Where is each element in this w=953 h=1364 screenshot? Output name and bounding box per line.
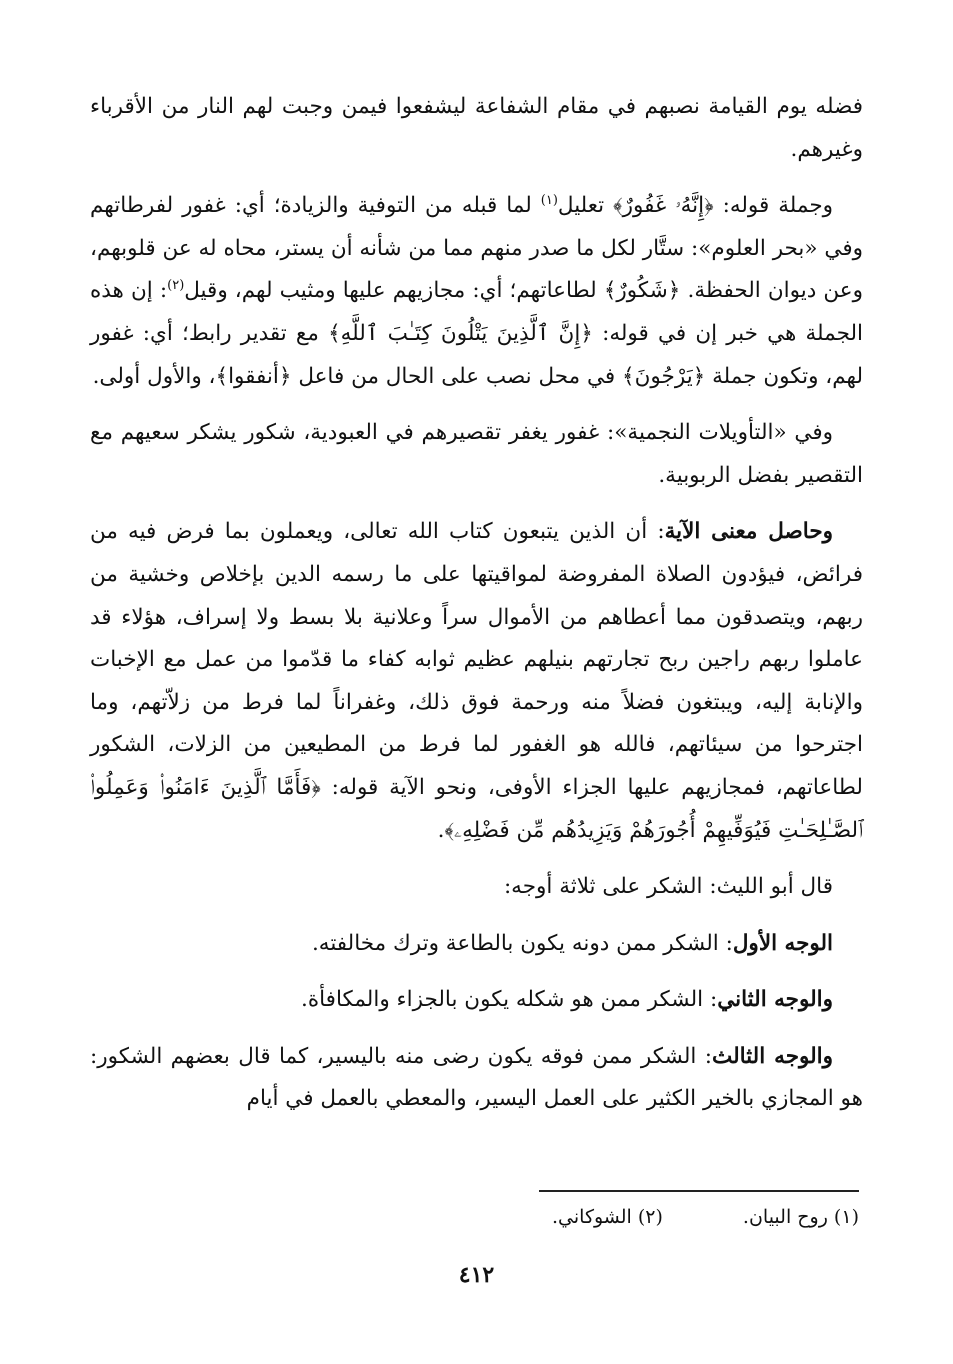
- footnote-divider: [539, 1190, 859, 1192]
- quran-quote: ﴿شَكُورٌ﴾: [603, 278, 681, 304]
- paragraph-text: ، والأول أولى.: [92, 363, 216, 389]
- paragraph-second-aspect: [90, 979, 863, 1022]
- footnote-marker: (١): [540, 193, 558, 209]
- page-number: ٤١٢: [458, 1262, 495, 1288]
- footnote-marker: (٢): [167, 278, 185, 294]
- footnotes: [552, 1206, 859, 1228]
- section-heading: الوجه الأول: [732, 930, 833, 956]
- paragraph-text: لما قبله من التوفية والزيادة؛ أي: غفور لفرطاتهم وفي «بحر العلوم»: ستَّار لكل ما صدر منهم مما من شأنه أن يستر، محاه له عن قلوبهم، وعن ديوان الحفظة.: [90, 193, 864, 304]
- paragraph-text: : الشكر ممن فوقه يكون رضى منه باليسير، كما قال بعضهم الشكور: هو المجازي بالخير الكثير على العمل اليسير، والمعطي بالعمل في أيام: [90, 1043, 863, 1112]
- paragraph-abu-layth: [90, 866, 863, 909]
- paragraph-text: : أن الذين يتبعون كتاب الله تعالى، ويعملون بما فرض فيه من فرائض، فيؤدون الصلاة المفروضة لمواقيتها على ما رسمه الدين بإخلاص وخشية من ربهم، ويتصدقون مما أعطاهم من الأموال سراً وعلانية بلا بسط ولا إسراف، هؤلاء قد عاملوا ربهم راجين ربح تجارتهم بنيلهم عظيم ثوابه كفاء ما قدّموا من عمل مع الإخبات والإنابة إليه، ويبتغون فضلاً منه ورحمة فوق ذلك، وغفراناً لما فرط من زلاّتهم، وما اجترحوا من سيئاتهم، فالله هو الغفور لما فرط من المطيعين من الزلات، الشكور لطاعاتهم، فمجازيهم عليها الجزاء الأوفى، ونحو الآية قوله:: [90, 519, 863, 800]
- section-heading: والوجه الثالث: [711, 1043, 833, 1069]
- paragraph-text: وفي «التأويلات النجمية»: غفور يغفر تقصيرهم في العبودية، شكور يشكر سعيهم مع التقصير بفضل الربوبية.: [90, 420, 863, 488]
- paragraph-text: وجملة قوله:: [713, 193, 833, 219]
- paragraph-text: : إن هذه الجملة هي خبر إن في قوله:: [90, 278, 864, 346]
- paragraph-text: تعليل: [557, 193, 614, 219]
- paragraph-ghafur-shakur: [90, 185, 863, 398]
- quran-quote: ﴿يَرْجُونَ﴾: [622, 363, 706, 389]
- footnote-1: (١) روح البيان.: [742, 1206, 859, 1228]
- section-heading: والوجه الثاني: [717, 987, 833, 1013]
- section-heading: وحاصل معنى الآية: [664, 519, 833, 545]
- paragraph-first-aspect: [90, 923, 863, 966]
- main-text: [90, 86, 863, 1121]
- quran-quote: ﴿فَأَمَّا ٱلَّذِينَ ءَامَنُوا۟ وَعَمِلُوا۟ ٱلصَّـٰلِحَـٰتِ فَيُوَفِّيهِمْ أُجُورَهُمْ وَيَزِيدُهُم مِّن فَضْلِهِۦ﴾: [90, 774, 863, 843]
- paragraph-text: : الشكر ممن دونه يكون بالطاعة وترك مخالفته.: [311, 930, 733, 956]
- paragraph-continuation: [90, 86, 863, 171]
- paragraph-third-aspect: [90, 1036, 863, 1121]
- paragraph-text: قال أبو الليث: الشكر على ثلاثة أوجه:: [503, 874, 833, 900]
- paragraph-text: فضله يوم القيامة نصبهم في مقام الشفاعة ليشفعوا فيمن وجبت لهم النار من الأقرباء وغيرهم.: [90, 94, 863, 162]
- paragraph-text: .: [437, 817, 445, 843]
- quran-quote: ﴿أنفقوا﴾: [215, 363, 292, 389]
- paragraph-text: في محل نصب على الحال من فاعل: [291, 363, 623, 389]
- quran-quote: ﴿إِنَّهُۥ غَفُورٌ﴾: [613, 193, 714, 219]
- footnote-2: (٢) الشوكاني.: [551, 1206, 663, 1228]
- paragraph-text: مع تقدير رابط؛ أي: غفور لهم، وتكون جملة: [90, 320, 863, 389]
- paragraph-tawilat: [90, 412, 863, 497]
- paragraph-text: : الشكر ممن هو شكله يكون بالجزاء والمكافأة.: [301, 987, 718, 1013]
- paragraph-text: لطاعاتهم؛ أي: مجازيهم عليها ومثيب لهم، وقيل: [184, 278, 604, 304]
- paragraph-summary: [90, 511, 863, 852]
- quran-quote: ﴿إِنَّ ٱلَّذِينَ يَتْلُونَ كِتَـٰبَ ٱللَّهِ﴾: [328, 320, 593, 346]
